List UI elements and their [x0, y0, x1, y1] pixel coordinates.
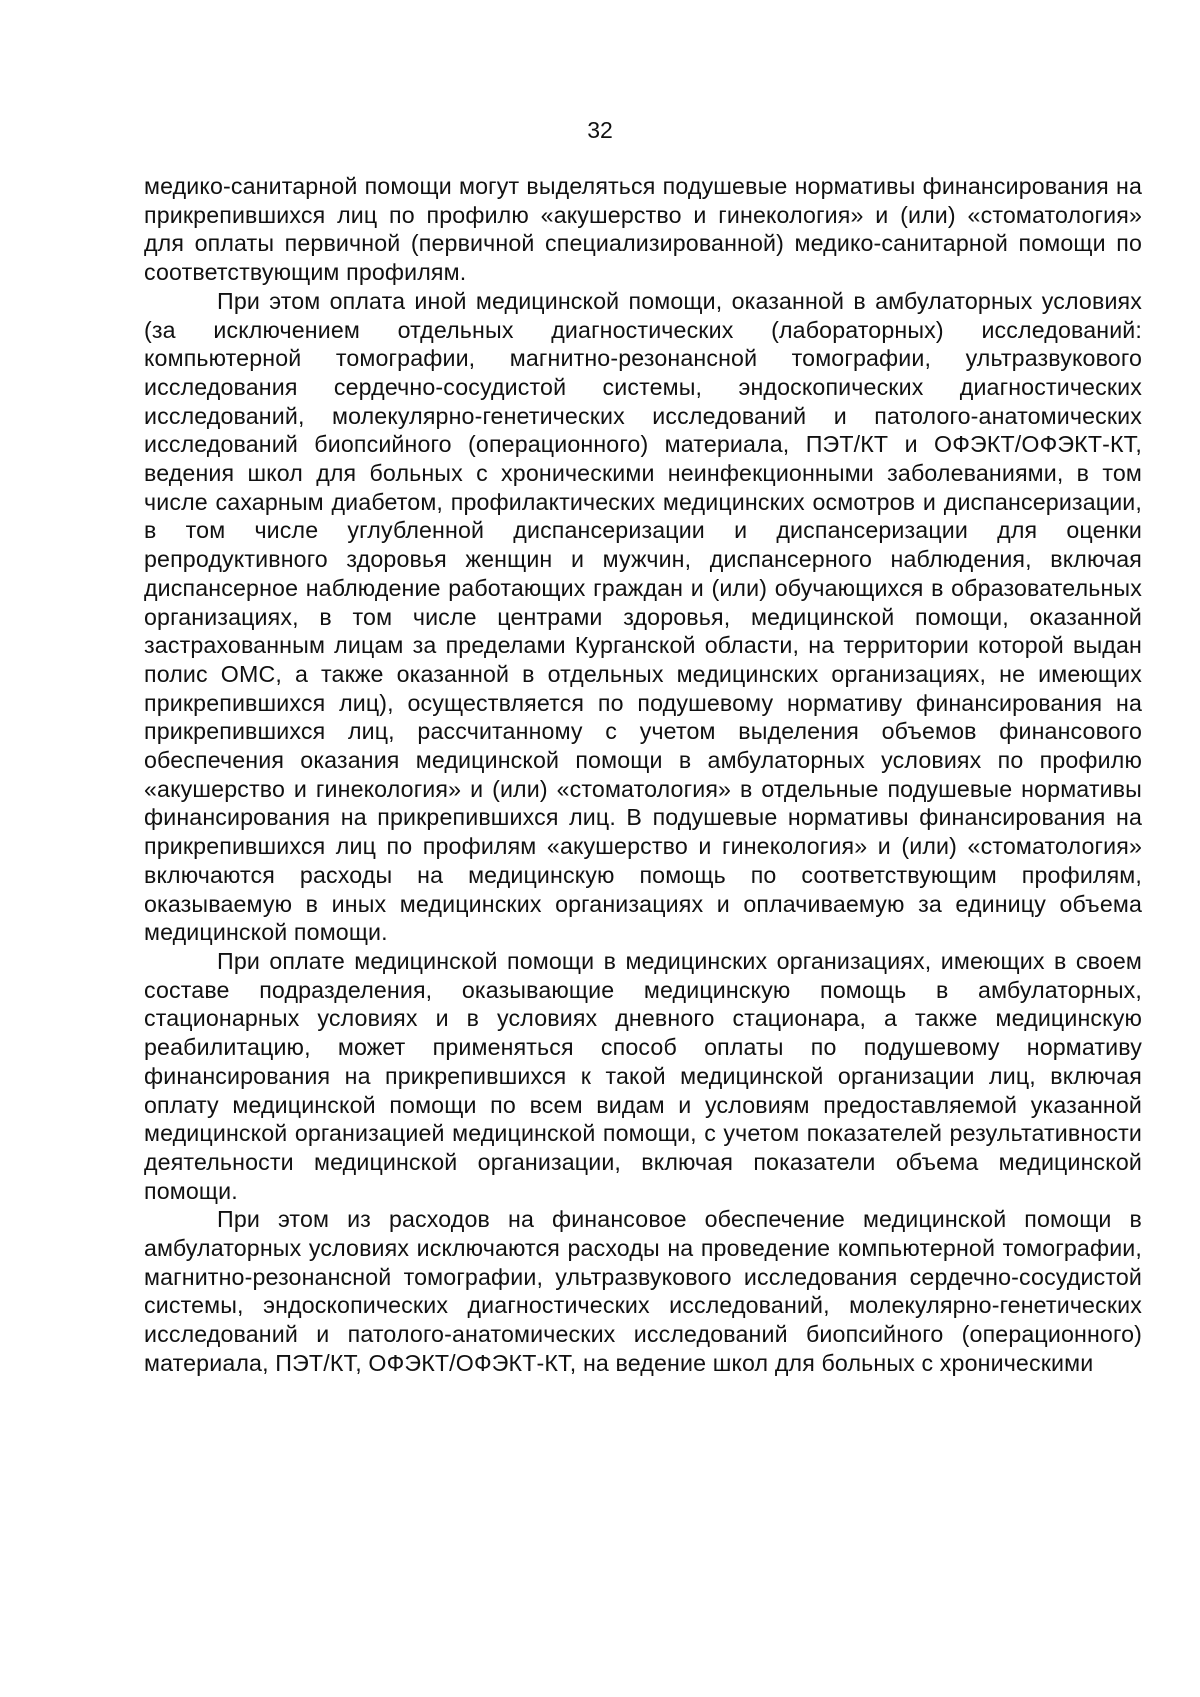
- paragraph-excluded-expenses: При этом из расходов на финансовое обеспечение медицинской помощи в амбулаторных условиях исключаются расходы на проведение компьютерной томографии, магнитно-резонансной томографии, ультразвукового исследования сердечно-сосудистой системы, эндоскопических диагностических исследований, молекулярно-генетических исследований и патолого-анатомических исследований биопсийного (операционного) материала, ПЭТ/КТ, ОФЭКТ/ОФЭКТ-КТ, на ведение школ для больных с хроническими: [144, 1206, 1142, 1376]
- page-number: 32: [587, 117, 613, 143]
- paragraph-continuation: медико-санитарной помощи могут выделяться подушевые нормативы финансирования на прикрепившихся лиц по профилю «акушерство и гинекология» и (или) «стоматология» для оплаты первичной (первичной специализированной) медико-санитарной помощи по соответствующим профилям.: [144, 173, 1142, 286]
- document-body: [144, 172, 1142, 1378]
- paragraph-other-care-payment: При этом оплата иной медицинской помощи, оказанной в амбулаторных условиях (за исключением отдельных диагностических (лабораторных) исследований: компьютерной томографии, магнитно-резонансной томографии, ультразвукового исследования сердечно-сосудистой системы, эндоскопических диагностических исследований, молекулярно-генетических исследований и патолого-анатомических исследований биопсийного (операционного) материала, ПЭТ/КТ и ОФЭКТ/ОФЭКТ-КТ, ведения школ для больных с хроническими неинфекционными заболеваниями, в том числе сахарным диабетом, профилактических медицинских осмотров и диспансеризации, в том числе углубленной диспансеризации и диспансеризации для оценки репродуктивного здоровья женщин и мужчин, диспансерного наблюдения, включая диспансерное наблюдение работающих граждан и (или) обучающихся в образовательных организациях, в том числе центрами здоровья, медицинской помощи, оказанной застрахованным лицам за пределами Курганской области, на территории которой выдан полис ОМС, а также оказанной в отдельных медицинских организациях, не имеющих прикрепившихся лиц), осуществляется по подушевому нормативу финансирования на прикрепившихся лиц, рассчитанному с учетом выделения объемов финансового обеспечения оказания медицинской помощи в амбулаторных условиях по профилю «акушерство и гинекология» и (или) «стоматология» в отдельные подушевые нормативы финансирования на прикрепившихся лиц. В подушевые нормативы финансирования на прикрепившихся лиц по профилям «акушерство и гинекология» и (или) «стоматология» включаются расходы на медицинскую помощь по соответствующим профилям, оказываемую в иных медицинских организациях и оплачиваемую за единицу объема медицинской помощи.: [144, 287, 1142, 946]
- paragraph-payment-organizations: При оплате медицинской помощи в медицинских организациях, имеющих в своем составе подразделения, оказывающие медицинскую помощь в амбулаторных, стационарных условиях и в условиях дневного стационара, а также медицинскую реабилитацию, может применяться способ оплаты по подушевому нормативу финансирования на прикрепившихся к такой медицинской организации лиц, включая оплату медицинской помощи по всем видам и условиям предоставляемой указанной медицинской организацией медицинской помощи, с учетом показателей результативности деятельности медицинской организации, включая показатели объема медицинской помощи.: [144, 947, 1142, 1204]
